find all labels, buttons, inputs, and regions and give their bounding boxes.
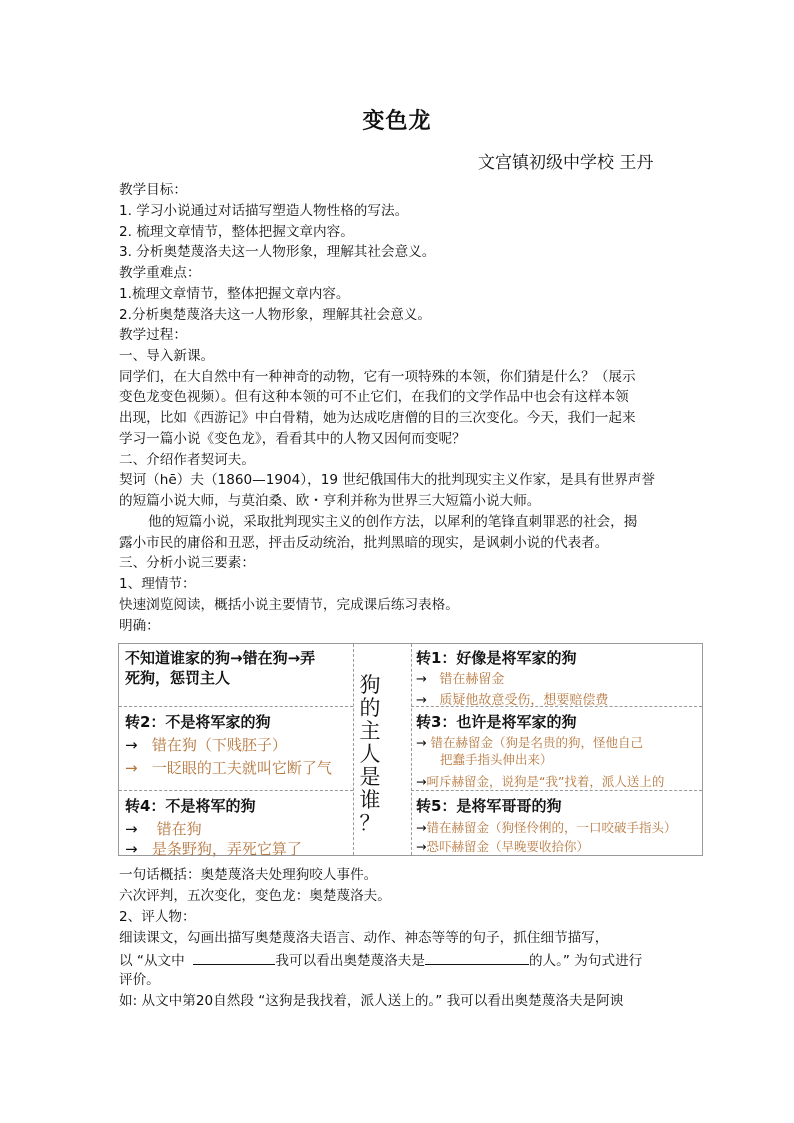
paragraph-line: 细读课文，勾画出描写奥楚蔑洛夫语言、动作、神态等等的句子，抓住细节描写，: [119, 930, 609, 946]
center-label: 狗 的 主 人 是 谁 ？: [359, 673, 381, 835]
turn1-heading: 转1：好像是将军家的狗: [416, 649, 577, 667]
document-title: 变色龙: [362, 109, 432, 134]
turn1-detail: → 错在赫留金: [416, 672, 505, 687]
section-heading: 二、介绍作者契诃夫。: [119, 452, 255, 468]
sub-heading: 1、理情节：: [119, 576, 196, 592]
turn5-detail: →错在赫留金（狗怪伶俐的，一口咬破手指头）: [416, 820, 677, 835]
turn2-heading: 转2：不是将军家的狗: [125, 713, 271, 731]
sub-heading: 2、评人物：: [119, 909, 196, 925]
objective-item: 2. 梳理文章情节，整体把握文章内容。: [119, 224, 354, 240]
key-point-item: 1.梳理文章情节，整体把握文章内容。: [119, 286, 350, 302]
paragraph-line: 的短篇小说大师，与莫泊桑、欧・亨利并称为世界三大短篇小说大师。: [119, 493, 541, 509]
paragraph-line: 快速浏览阅读，概括小说主要情节，完成课后练习表格。: [119, 597, 459, 613]
paragraph-line: 同学们，在大自然中有一种神奇的动物，它有一项特殊的本领，你们猜是什么？（展示: [119, 369, 636, 385]
paragraph-line: 出现，比如《西游记》中白骨精，她为达成吃唐僧的目的三次变化。今天，我们一起来: [119, 410, 636, 426]
turn2-detail: → 一眨眼的工夫就叫它断了气: [125, 759, 332, 777]
paragraph-line: 六次评判，五次变化，变色龙：奥楚蔑洛夫。: [119, 888, 391, 904]
section-heading: 教学重难点：: [119, 265, 201, 281]
paragraph-line: 如: 从文中第20自然段 “这狗是我找着，派人送上的。” 我可以看出奥楚蔑洛夫是阿谀: [119, 993, 624, 1009]
objective-item: 1. 学习小说通过对话描写塑造人物性格的写法。: [119, 203, 409, 219]
turn3-detail: 把蠢手指头伸出来）: [440, 752, 553, 767]
paragraph-line: 他的短篇小说，采取批判现实主义的创作方法，以犀利的笔锋直刺罪恶的社会，揭: [148, 514, 638, 530]
turn4-detail: → 错在狗: [125, 820, 202, 838]
paragraph-line: 一句话概括：奥楚蔑洛夫处理狗咬人事件。: [119, 867, 378, 883]
table-divider: [119, 706, 353, 707]
paragraph-line: 露小市民的庸俗和丑恶，抨击反动统治，批判黑暗的现实，是讽刺小说的代表者。: [119, 535, 609, 551]
turn3-heading: 转3：也许是将军家的狗: [416, 713, 577, 731]
objective-item: 3. 分析奥楚蔑洛夫这一人物形象，理解其社会意义。: [119, 244, 436, 260]
paragraph-line: 明确：: [119, 618, 160, 634]
turn5-detail: →恐吓赫留金（早晚要收拾你）: [416, 839, 589, 854]
blank-line: [425, 950, 529, 965]
cell-heading: 死狗，惩罚主人: [125, 669, 231, 687]
turn4-heading: 转4：不是将军的狗: [125, 797, 256, 815]
turn4-detail: → 是条野狗，弄死它算了: [125, 840, 302, 858]
table-divider: [119, 790, 353, 791]
paragraph-line: 契诃（hē）夫（1860—1904），19 世纪俄国伟大的批判现实主义作家，是具有世界声誉: [119, 472, 655, 488]
turn3-detail: → 错在赫留金（狗是名贵的狗，怪他自己: [416, 735, 643, 750]
section-heading: 教学目标：: [119, 182, 187, 198]
plot-table: [118, 643, 703, 856]
blank-line: [193, 950, 275, 965]
paragraph-line: 学习一篇小说《变色龙》，看看其中的人物又因何而变呢？: [119, 431, 466, 447]
section-heading: 教学过程：: [119, 327, 187, 343]
paragraph-line: 变色龙变色视频）。但有这种本领的可不止它们，在我们的文学作品中也会有这样本领: [119, 389, 629, 405]
section-heading: 三、分析小说三要素：: [119, 555, 255, 571]
table-divider: [411, 644, 412, 855]
cell-heading: 不知道谁家的狗→错在狗→弄: [125, 649, 316, 667]
turn2-detail: → 错在狗（下贱胚子）: [125, 736, 287, 754]
table-divider: [353, 644, 354, 855]
section-heading: 一、导入新课。: [119, 348, 215, 364]
turn1-detail: → 质疑他故意受伤，想要赔偿费: [416, 693, 609, 708]
turn5-heading: 转5：是将军哥哥的狗: [416, 797, 562, 815]
author-line: 文宫镇初级中学校 王丹: [478, 153, 654, 173]
paragraph-line: 评价。: [119, 972, 160, 988]
table-divider: [411, 790, 702, 791]
fill-in-sentence: 以 “从文中 我可以看出奥楚蔑洛夫是 的人。” 为句式进行: [119, 950, 642, 970]
turn3-detail: →呵斥赫留金，说狗是“我”找着，派人送上的: [416, 774, 665, 789]
key-point-item: 2.分析奥楚蔑洛夫这一人物形象，理解其社会意义。: [119, 307, 432, 323]
